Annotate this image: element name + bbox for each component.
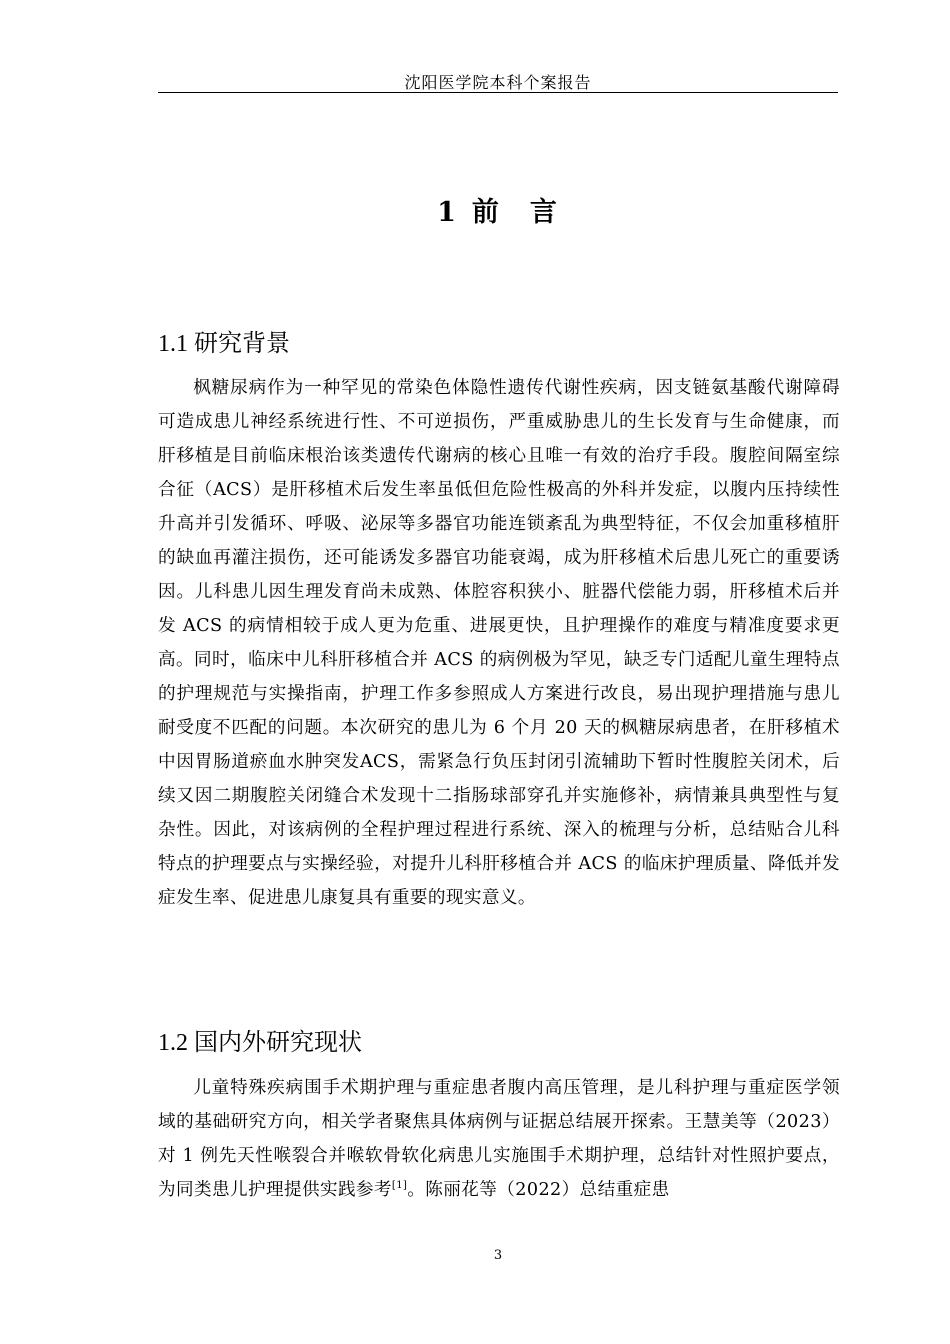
background-paragraph: 枫糖尿病作为一种罕见的常染色体隐性遗传代谢性疾病，因支链氨基酸代谢障碍可造成患儿神经系统进行性、不可逆损伤，严重威胁患儿的生长发育与生命健康，而肝移植是目前临床根治该类遗传代谢病的核心且唯一有效的治疗手段。腹腔间隔室综合征（ACS）是肝移植术后发生率虽低但危险性极高的外科并发症，以腹内压持续性升高并引发循环、呼吸、泌尿等多器官功能连锁紊乱为典型特征，不仅会加重移植肝的缺血再灌注损伤，还可能诱发多器官功能衰竭，成为肝移植术后患儿死亡的重要诱因。儿科患儿因生理发育尚未成熟、体腔容积狭小、脏器代偿能力弱，肝移植术后并发 ACS 的病情相较于成人更为危重、进展更快，且护理操作的难度与精准度要求更高。同时，临床中儿科肝移植合并 ACS 的病例极为罕见，缺乏专门适配儿童生理特点的护理规范与实操指南，护理工作多参照成人方案进行改良，易出现护理措施与患儿耐受度不匹配的问题。本次研究的患儿为 6 个月 20 天的枫糖尿病患者，在肝移植术中因胃肠道瘀血水肿突发ACS，需紧急行负压封闭引流辅助下暂时性腹腔关闭术，后续又因二期腹腔关闭缝合术发现十二指肠球部穿孔并实施修补，病情兼具典型性与复杂性。因此，对该病例的全程护理过程进行系统、深入的梳理与分析，总结贴合儿科特点的护理要点与实操经验，对提升儿科肝移植合并 ACS 的临床护理质量、降低并发症发生率、促进患儿康复具有重要的现实意义。: [158, 378, 840, 908]
section-number: 1.1: [158, 331, 188, 357]
section-title: 研究背景: [194, 329, 290, 357]
chapter-title-text: 前 言: [471, 197, 559, 228]
paragraph-text-continued: 。陈丽花等（2022）总结重症患: [407, 1180, 670, 1200]
running-header: 沈阳医学院本科个案报告: [404, 73, 592, 92]
section-heading-1-1: [158, 323, 290, 358]
page-number: 3: [493, 1248, 503, 1263]
section-title: 国内外研究现状: [194, 1028, 362, 1056]
section-number: 1.2: [158, 1030, 188, 1056]
header-rule: [158, 92, 838, 93]
chapter-number: 1: [437, 197, 458, 228]
citation-mark: [1]: [391, 1180, 408, 1191]
research-status-paragraph: [158, 1071, 840, 1207]
paragraph-text: 儿童特殊疾病围手术期护理与重症患者腹内高压管理，是儿科护理与重症医学领域的基础研究方向，相关学者聚焦具体病例与证据总结展开探索。王慧美等（2023）对 1 例先天性喉裂合并喉软骨软化病患儿实施围手术期护理，总结针对性照护要点，为同类患儿护理提供实践参考: [158, 1078, 840, 1200]
chapter-title: [158, 190, 838, 229]
section-heading-1-2: [158, 1022, 362, 1057]
